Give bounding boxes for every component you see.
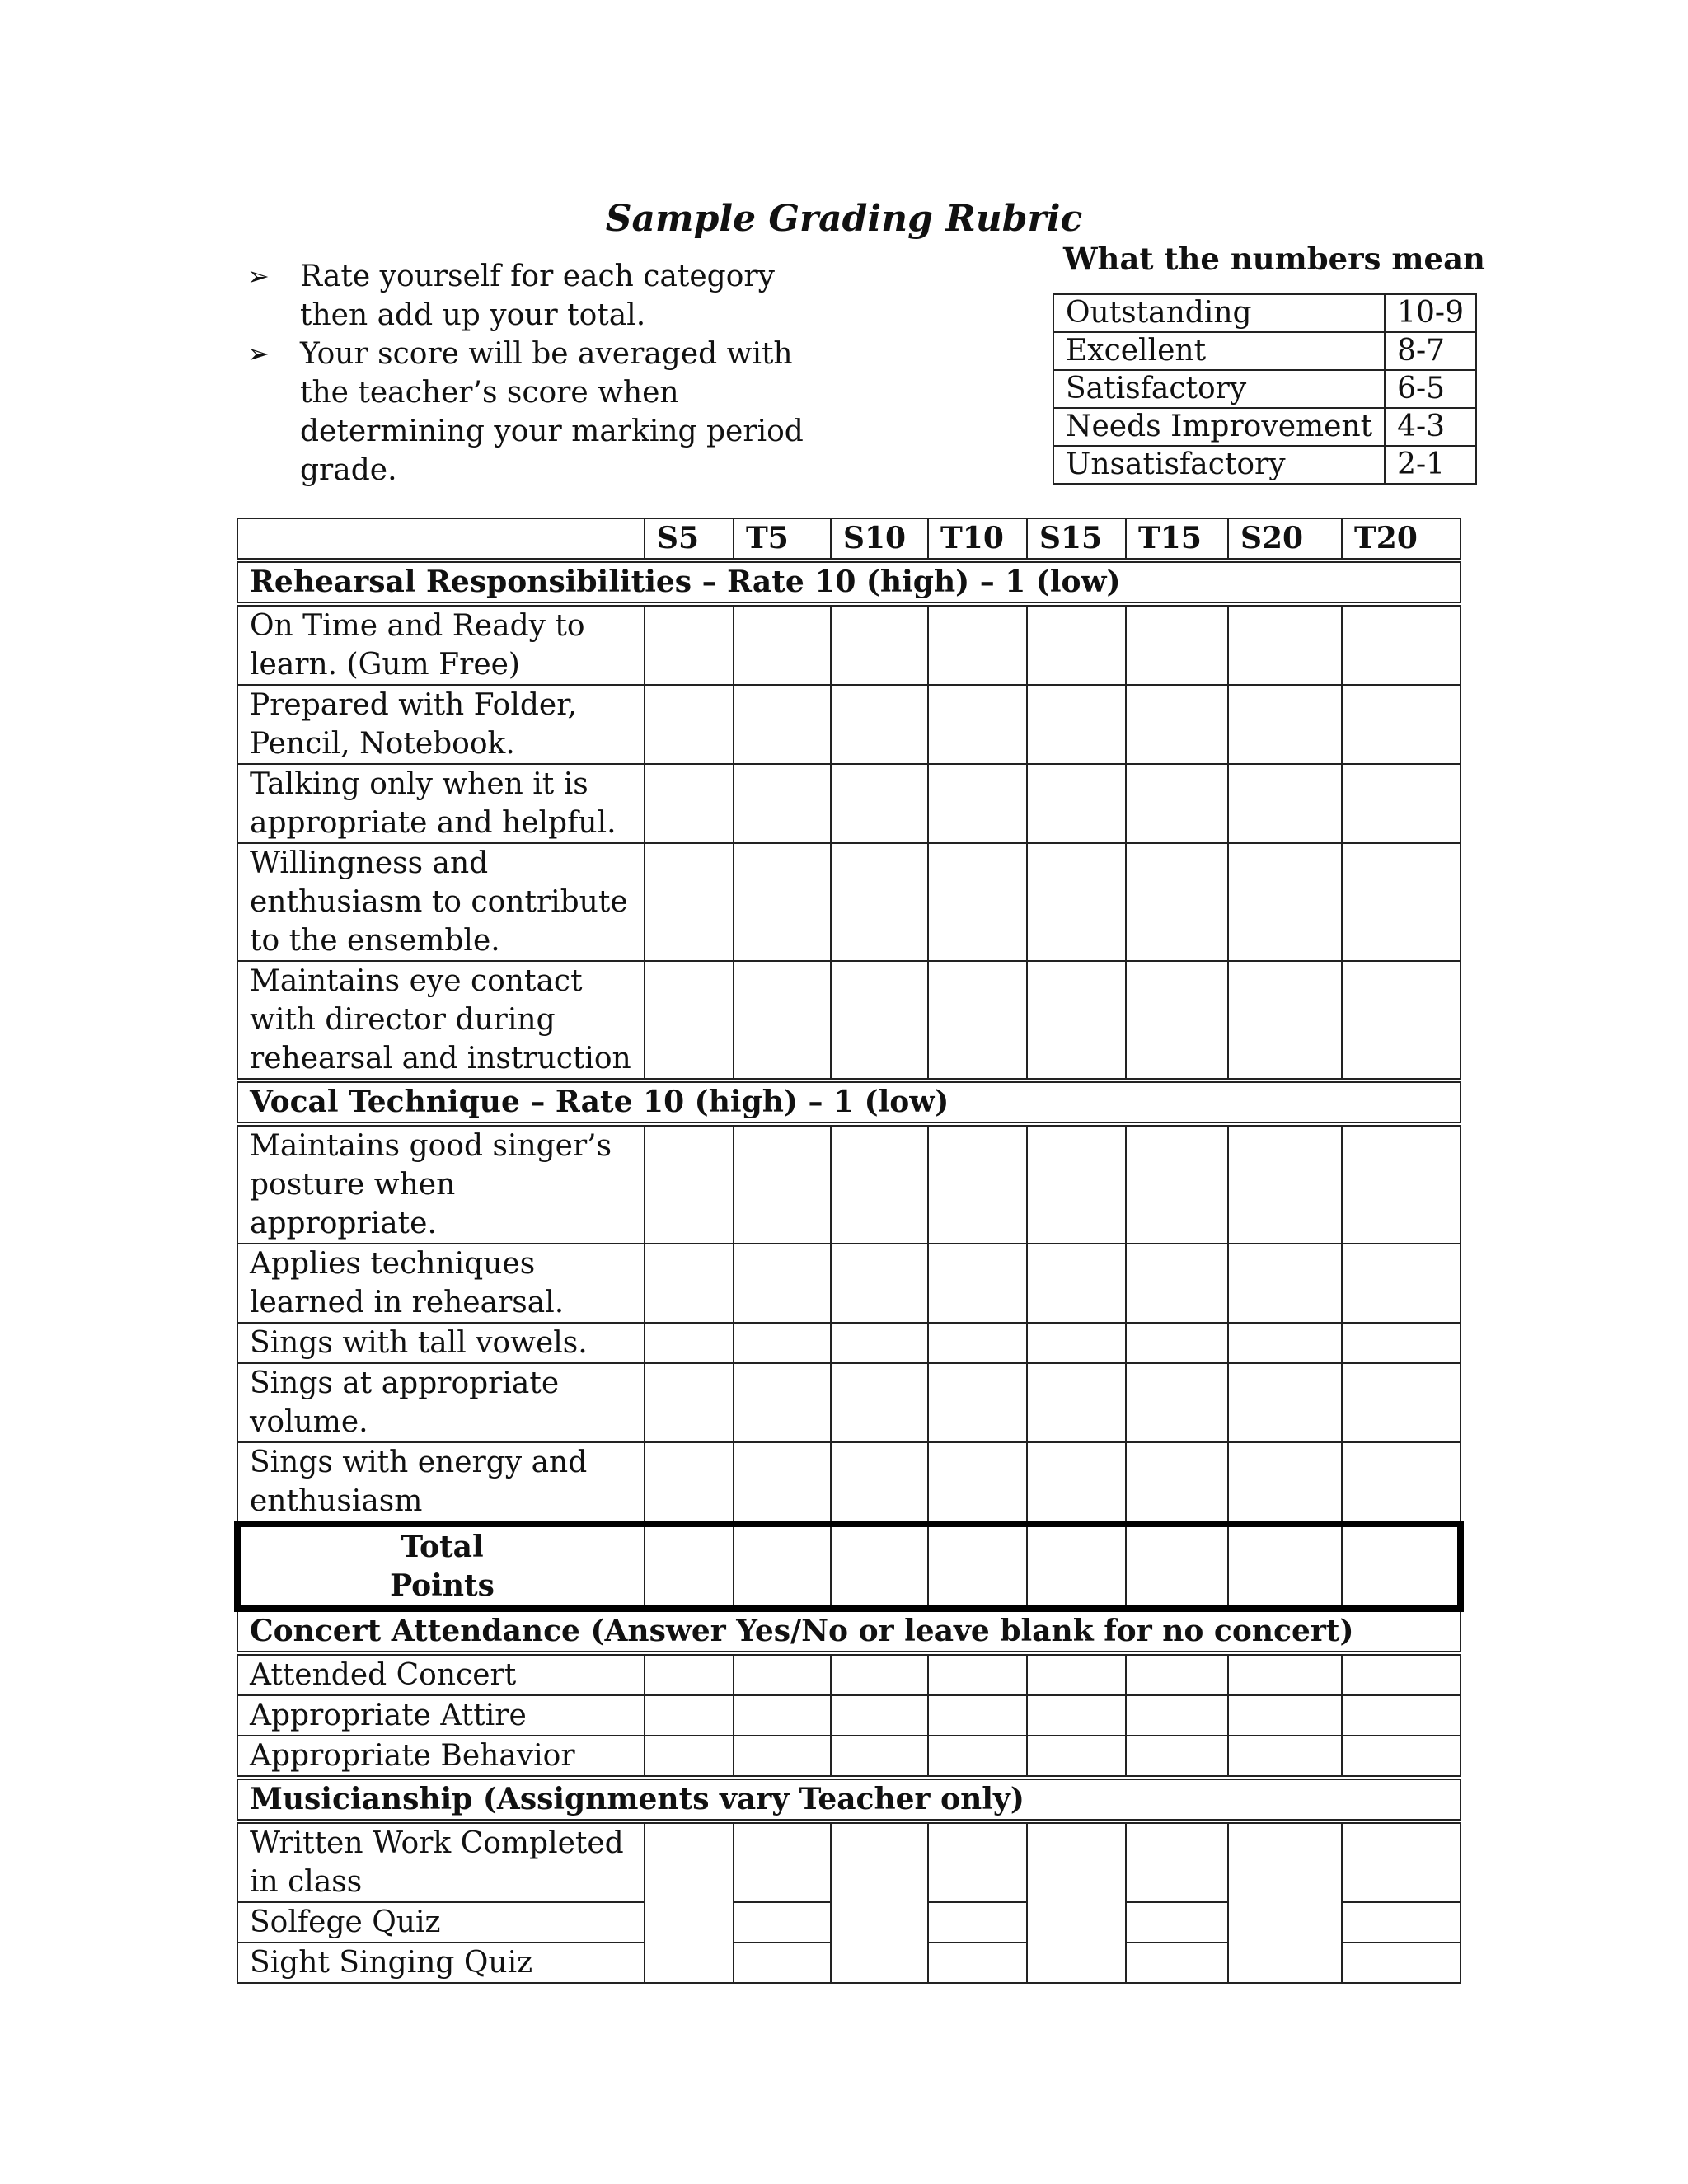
score-cell[interactable] [645,1442,734,1524]
answer-cell[interactable] [1342,1736,1461,1778]
score-cell[interactable] [734,1902,831,1943]
score-cell[interactable] [1342,843,1461,961]
rubric-row [237,1323,1461,1363]
rubric-row [237,604,1461,685]
score-cell[interactable] [1228,1323,1342,1363]
score-cell[interactable] [831,843,928,961]
rubric-row [237,1653,1461,1695]
score-cell[interactable] [645,1244,734,1323]
answer-cell[interactable] [831,1736,928,1778]
score-cell[interactable] [645,764,734,843]
score-cell[interactable] [1126,961,1228,1080]
score-cell[interactable] [1126,1124,1228,1244]
score-cell[interactable] [1126,1821,1228,1902]
legend-title: What the numbers mean [1063,241,1485,277]
column-header: T10 [928,518,1027,560]
column-header-row [237,518,1461,560]
legend-row [1053,446,1476,484]
column-header: S20 [1228,518,1342,560]
score-cell[interactable] [831,961,928,1080]
legend-value: 8-7 [1385,332,1476,370]
score-cell[interactable] [1228,843,1342,961]
score-cell[interactable] [1228,604,1342,685]
score-cell[interactable] [1027,764,1126,843]
score-cell[interactable] [645,1124,734,1244]
score-cell[interactable] [1126,843,1228,961]
answer-cell[interactable] [1228,1736,1342,1778]
rubric-item-label: Sight Singing Quiz [237,1943,645,1983]
section-heading: Rehearsal Responsibilities – Rate 10 (high) – 1 (low) [237,560,1461,604]
score-cell[interactable] [1342,961,1461,1080]
page-title: Sample Grading Rubric [605,198,1083,240]
score-cell[interactable] [734,1821,831,1902]
score-cell[interactable] [928,764,1027,843]
rubric-item-label: Talking only when it is appropriate and helpful. [237,764,645,843]
rubric-item-label: Appropriate Attire [237,1695,645,1736]
score-cell[interactable] [1342,764,1461,843]
answer-cell[interactable] [1342,1695,1461,1736]
score-cell[interactable] [1342,1821,1461,1902]
total-cell[interactable] [831,1524,928,1609]
answer-cell[interactable] [1126,1736,1228,1778]
score-cell[interactable] [645,1323,734,1363]
column-header: T5 [734,518,831,560]
score-cell[interactable] [645,1363,734,1442]
merged-score-cell[interactable] [1027,1821,1126,1983]
answer-cell[interactable] [1126,1695,1228,1736]
section-header-row [237,1778,1461,1821]
score-cell[interactable] [1342,1124,1461,1244]
score-cell[interactable] [1228,685,1342,764]
score-cell[interactable] [831,1124,928,1244]
score-cell[interactable] [1126,764,1228,843]
score-cell[interactable] [734,1124,831,1244]
answer-cell[interactable] [645,1695,734,1736]
score-cell[interactable] [831,604,928,685]
score-cell[interactable] [1228,764,1342,843]
score-cell[interactable] [1228,1124,1342,1244]
rubric-row [237,685,1461,764]
rubric-table [234,518,1464,1984]
legend-table [1053,293,1477,485]
answer-cell[interactable] [831,1695,928,1736]
answer-cell[interactable] [734,1736,831,1778]
total-points-row [237,1524,1461,1609]
score-cell[interactable] [734,764,831,843]
answer-cell[interactable] [1126,1653,1228,1695]
legend-label: Excellent [1053,332,1385,370]
score-cell[interactable] [928,1323,1027,1363]
answer-cell[interactable] [734,1653,831,1695]
answer-cell[interactable] [645,1653,734,1695]
score-cell[interactable] [734,1244,831,1323]
score-cell[interactable] [645,843,734,961]
total-cell[interactable] [1228,1524,1342,1609]
rubric-item-label: Maintains good singer’s posture when appropriate. [237,1124,645,1244]
score-cell[interactable] [1126,1244,1228,1323]
score-cell[interactable] [734,1323,831,1363]
answer-cell[interactable] [734,1695,831,1736]
arrow-bullet-icon: ➢ [247,338,270,369]
rubric-item-label: Sings with energy and enthusiasm [237,1442,645,1524]
rubric-row [237,1244,1461,1323]
rubric-row [237,1695,1461,1736]
total-cell[interactable] [734,1524,831,1609]
rubric-item-label: Written Work Completed in class [237,1821,645,1902]
rubric-row [237,1442,1461,1524]
score-cell[interactable] [1342,1943,1461,1983]
rubric-item-label: Appropriate Behavior [237,1736,645,1778]
score-cell[interactable] [645,604,734,685]
score-cell[interactable] [831,1363,928,1442]
score-cell[interactable] [1027,685,1126,764]
answer-cell[interactable] [1228,1653,1342,1695]
score-cell[interactable] [1342,1244,1461,1323]
score-cell[interactable] [928,1244,1027,1323]
score-cell[interactable] [928,843,1027,961]
header-blank [237,518,645,560]
score-cell[interactable] [1126,1902,1228,1943]
score-cell[interactable] [1126,604,1228,685]
column-header: S5 [645,518,734,560]
section-heading: Vocal Technique – Rate 10 (high) – 1 (low) [237,1080,1461,1124]
legend-row [1053,370,1476,408]
total-cell[interactable] [928,1524,1027,1609]
score-cell[interactable] [1027,843,1126,961]
section-header-row [237,1609,1461,1653]
rubric-row [237,1124,1461,1244]
legend-value: 10-9 [1385,294,1476,332]
rubric-row [237,1736,1461,1778]
answer-cell[interactable] [1342,1653,1461,1695]
total-cell[interactable] [1126,1524,1228,1609]
score-cell[interactable] [1126,1943,1228,1983]
legend-row [1053,332,1476,370]
answer-cell[interactable] [1027,1695,1126,1736]
score-cell[interactable] [1342,1323,1461,1363]
score-cell[interactable] [734,604,831,685]
score-cell[interactable] [1228,1363,1342,1442]
score-cell[interactable] [734,685,831,764]
score-cell[interactable] [1126,1323,1228,1363]
score-cell[interactable] [928,1943,1027,1983]
score-cell[interactable] [928,1902,1027,1943]
column-header: S10 [831,518,928,560]
total-cell[interactable] [1027,1524,1126,1609]
rubric-item-label: Sings at appropriate volume. [237,1363,645,1442]
rubric-row [237,764,1461,843]
score-cell[interactable] [831,764,928,843]
total-cell[interactable] [1342,1524,1461,1609]
score-cell[interactable] [1027,604,1126,685]
score-cell[interactable] [831,685,928,764]
score-cell[interactable] [928,1821,1027,1902]
rubric-row [237,961,1461,1080]
total-cell[interactable] [645,1524,734,1609]
score-cell[interactable] [831,1244,928,1323]
rubric-item-label: Sings with tall vowels. [237,1323,645,1363]
answer-cell[interactable] [1027,1653,1126,1695]
score-cell[interactable] [1228,1244,1342,1323]
legend-value: 2-1 [1385,446,1476,484]
answer-cell[interactable] [928,1653,1027,1695]
merged-score-cell[interactable] [645,1821,734,1983]
legend-value: 6-5 [1385,370,1476,408]
score-cell[interactable] [1027,1124,1126,1244]
score-cell[interactable] [1342,1363,1461,1442]
section-heading: Concert Attendance (Answer Yes/No or leave blank for no concert) [237,1609,1461,1653]
rubric-item-label: Applies techniques learned in rehearsal. [237,1244,645,1323]
score-cell[interactable] [1342,1442,1461,1524]
rubric-item-label: On Time and Ready to learn. (Gum Free) [237,604,645,685]
column-header: T20 [1342,518,1461,560]
instructions-list [247,257,841,490]
section-header-row [237,560,1461,604]
instruction-item: ➢ Rate yourself for each category then add up your total. [247,257,841,335]
score-cell[interactable] [928,1124,1027,1244]
rubric-item-label: Maintains eye contact with director during rehearsal and instruction [237,961,645,1080]
rubric-item-label: Prepared with Folder, Pencil, Notebook. [237,685,645,764]
legend-row [1053,408,1476,446]
score-cell[interactable] [734,1943,831,1983]
legend-label: Outstanding [1053,294,1385,332]
score-cell[interactable] [734,1442,831,1524]
legend-label: Satisfactory [1053,370,1385,408]
column-header: S15 [1027,518,1126,560]
score-cell[interactable] [1126,1363,1228,1442]
column-header: T15 [1126,518,1228,560]
score-cell[interactable] [928,685,1027,764]
score-cell[interactable] [1027,961,1126,1080]
legend-label: Unsatisfactory [1053,446,1385,484]
score-cell[interactable] [928,604,1027,685]
score-cell[interactable] [1228,1442,1342,1524]
score-cell[interactable] [734,961,831,1080]
rubric-row [237,1363,1461,1442]
score-cell[interactable] [1228,961,1342,1080]
score-cell[interactable] [1342,604,1461,685]
score-cell[interactable] [928,1442,1027,1524]
score-cell[interactable] [1126,1442,1228,1524]
score-cell[interactable] [831,1323,928,1363]
score-cell[interactable] [1342,685,1461,764]
merged-score-cell[interactable] [831,1821,928,1983]
rubric-row [237,1821,1461,1902]
rubric-item-label: Attended Concert [237,1653,645,1695]
answer-cell[interactable] [928,1736,1027,1778]
score-cell[interactable] [1027,1442,1126,1524]
rubric-row [237,843,1461,961]
arrow-bullet-icon: ➢ [247,260,270,292]
answer-cell[interactable] [1027,1736,1126,1778]
legend-value: 4-3 [1385,408,1476,446]
score-cell[interactable] [1027,1323,1126,1363]
section-heading: Musicianship (Assignments vary Teacher only) [237,1778,1461,1821]
score-cell[interactable] [1027,1363,1126,1442]
total-points-label: Total Points [237,1524,645,1609]
rubric-item-label: Solfege Quiz [237,1902,645,1943]
score-cell[interactable] [1126,685,1228,764]
score-cell[interactable] [928,961,1027,1080]
score-cell[interactable] [645,961,734,1080]
rubric-item-label: Willingness and enthusiasm to contribute to the ensemble. [237,843,645,961]
score-cell[interactable] [1342,1902,1461,1943]
score-cell[interactable] [734,1363,831,1442]
legend-label: Needs Improvement [1053,408,1385,446]
answer-cell[interactable] [928,1695,1027,1736]
instruction-item: ➢ Your score will be averaged with the teacher’s score when determining your marking period grade. [247,335,841,490]
score-cell[interactable] [928,1363,1027,1442]
score-cell[interactable] [645,685,734,764]
section-header-row [237,1080,1461,1124]
score-cell[interactable] [831,1442,928,1524]
answer-cell[interactable] [831,1653,928,1695]
merged-score-cell[interactable] [1228,1821,1342,1983]
answer-cell[interactable] [645,1736,734,1778]
score-cell[interactable] [734,843,831,961]
score-cell[interactable] [1027,1244,1126,1323]
legend-row [1053,294,1476,332]
answer-cell[interactable] [1228,1695,1342,1736]
